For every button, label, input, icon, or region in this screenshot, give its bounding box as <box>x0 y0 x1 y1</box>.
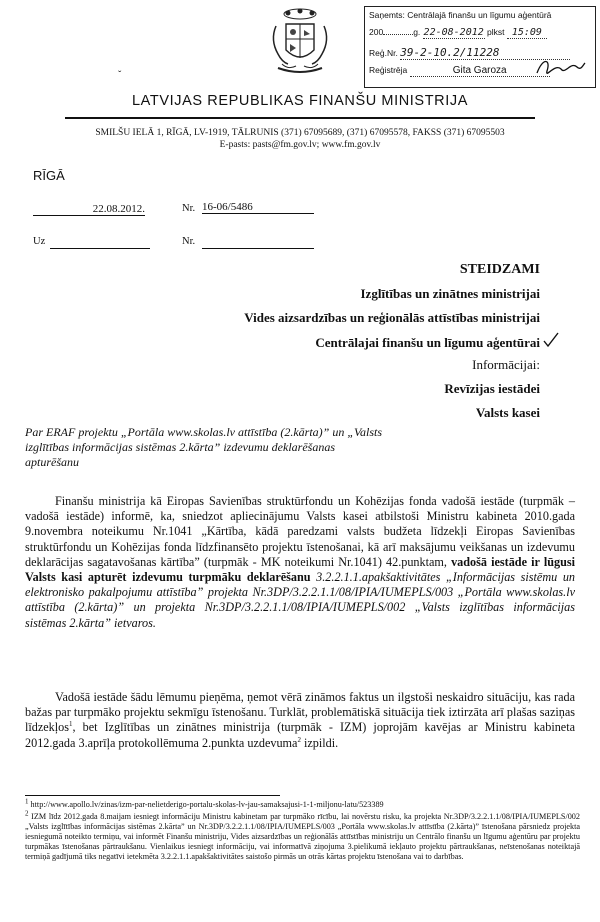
recipient-varam: Vides aizsardzības un reģionālās attīstības ministrijai <box>244 310 540 325</box>
stamp-signature-icon <box>533 55 588 83</box>
stamp-reg-row: Reģ.Nr. 39-2-10.2/11228 <box>369 46 591 60</box>
stamp-registrar-name: Gita Garoza <box>410 65 550 77</box>
recipient-audit: Revīzijas iestādei <box>444 381 540 396</box>
header-divider <box>65 117 535 119</box>
footnote-ref-2: 2 <box>297 735 301 744</box>
stamp-date-row: 200 g. 22-08-2012 plkst 15:09 <box>369 27 591 39</box>
ministry-title: LATVIJAS REPUBLIKAS FINANŠU MINISTRIJA <box>132 93 468 109</box>
footnote-rule <box>25 795 280 796</box>
city: RĪGĀ <box>33 168 65 183</box>
info-label: Informācijai: <box>472 357 540 372</box>
ministry-address <box>0 127 600 151</box>
recipient-cfla: Centrālajai finanšu un līgumu aģentūrai <box>315 335 540 350</box>
letter-subject: Par ERAF projektu „Portāla www.skolas.lv attīstība (2.kārta)” un „Valsts izglītības informācijas sistēmas 2.kārta” izdevumu deklarēšanas apturēšanu <box>25 425 383 469</box>
stamp-registrar-row: Reģistrēja Gita Garoza <box>369 65 591 77</box>
footnote-1: $^1$ http://www.apollo.lv/zinas/izm-par-nelietderigo-portalu-skolas-lv-jau-samaksajusi-1-1-miljonu-latu/523389 <box>25 797 384 809</box>
recipient-treasury: Valsts kasei <box>475 405 540 420</box>
stray-mark: ˇ <box>118 70 122 81</box>
address-line: SMILŠU IELĀ 1, RĪGĀ, LV-1919, TĀLRUNIS (371) 67095689, (371) 67095578, FAKSS (371) 67095503 <box>95 128 505 138</box>
uz-label: Uz <box>33 236 46 247</box>
letter-date: 22.08.2012. <box>33 203 145 216</box>
latvia-coat-of-arms-icon <box>268 6 332 78</box>
email-line: E-pasts: pasts@fm.gov.lv; www.fm.gov.lv <box>219 140 381 150</box>
stamp-time: 15:09 <box>507 27 547 39</box>
urgent-label: STEIDZAMI <box>459 262 540 277</box>
recipient-izm: Izglītības un zinātnes ministrijai <box>360 286 540 301</box>
body-paragraph-1: Finanšu ministrija kā Eiropas Savienības struktūrfondu un Kohēzijas fonda vadošā iestāde (turpmāk – vadošā iestāde) informē, ka, sniedzot apliecinājumu Valsts kasei atbilstoši Ministru kabineta 2010.gada 9.novembra noteikumu Nr.1041 „Kārtība, kādā paredzami valsts budžeta līdzekļi Eiropas Savienības struktūrfondu un Kohēzijas fonda līdzfinansēto projektu īstenošanai, kā arī maksājumu veikšanas un izdevumu deklarācijas sagatavošanas kārtība” (turpmāk - MK noteikumi Nr.1041) 42.punktam, vadošā iestāde ir lūgusi Valsts kasi apturēt izdevumu turpmāku deklarēšanu 3.2.2.1.1.apakšaktivitātes „Informācijas sistēmu un elektronisko pakalpojumu attīstība” projekta Nr.3DP/3.2.2.1.1/08/IPIA/IUMEPLS/003 „Portāla www.skolas.lv attīstība (2.kārta)” un projekta Nr.3DP/3.2.2.1.1/08/IPIA/IUMEPLS/002 „Valsts izglītības informācijas sistēmas 2.kārta” ietvaros. <box>25 494 576 630</box>
letter-number: 16-06/5486 <box>202 201 314 214</box>
nr2-label: Nr. <box>182 236 196 247</box>
nr-label: Nr. <box>182 203 196 214</box>
nr2-line <box>202 248 314 249</box>
stamp-line1: Saņemts: Centrālajā finanšu un līgumu aģentūrā <box>369 10 552 20</box>
stamp-date: 22-08-2012 <box>423 27 484 38</box>
stamp-reg-number: 39-2-10.2/11228 <box>400 46 570 60</box>
checkmark-icon <box>542 331 560 349</box>
body-paragraph-2: Vadošā iestāde šādu lēmumu pieņēma, ņemot vērā zināmos faktus un ilgstoši neskaidro situāciju, kas rada bažas par turpmāko projektu sekmīgu īstenošanu. Turklāt, problemātiskā situācija tiek iztirzāta arī plašas saziņas līdzekļos$^1$, bet Izglītības un zinātnes ministrija (turpmāk - IZM) joprojām kavējas ar Ministru kabineta 2012.gada 3.aprīļa protokollēmuma 2.punkta uzdevuma$^2$ izpildi. <box>25 690 575 750</box>
registration-stamp <box>364 6 596 88</box>
highlight-request: vadošā iestāde ir lūgusi Valsts kasi apturēt izdevumu turpmāku deklarēšanu <box>25 554 575 585</box>
footnote-ref-1: 1 <box>69 720 73 729</box>
footnote-2: $^2$ IZM līdz 2012.gada 8.maijam iesniegt informāciju Ministru kabinetam par turpmāko rīcību, lai novērstu risku, ka projekta Nr.3DP/3.2.2.1.1/08/IPIA/IUMEPLS/002 „Valsts izglītības informācijas sistēmas 2.kārta” un Nr.3DP/3.2.2.1.1/08/IPIA/IUMEPLS/003 „Portāla www.skolas.lv attīstība (2.kārta)” īstenošana pārsniedz projekta iesniegumā noteikto termiņu, vai informēt Finanšu ministriju, Vides aizsardzības un reģionālās attīstības ministriju un Centrālo finanšu un līgumu aģentūru par projektu turpmākas īstenošanas pārtraukšanu. Vienlaikus iesniegt informāciju, vai informatīvā ziņojuma 3.pielikumā iekļauto projektu pārtraukšanas, neīstenošanas noteiktajā termiņā gadījumā tiks negatīvi ietekmēta 3.2.2.1.1.apakšaktivitātes saistošo pirmās un otrās kārtas projektu īstenošana vai to darbības. <box>25 809 580 861</box>
uz-line <box>50 248 150 249</box>
